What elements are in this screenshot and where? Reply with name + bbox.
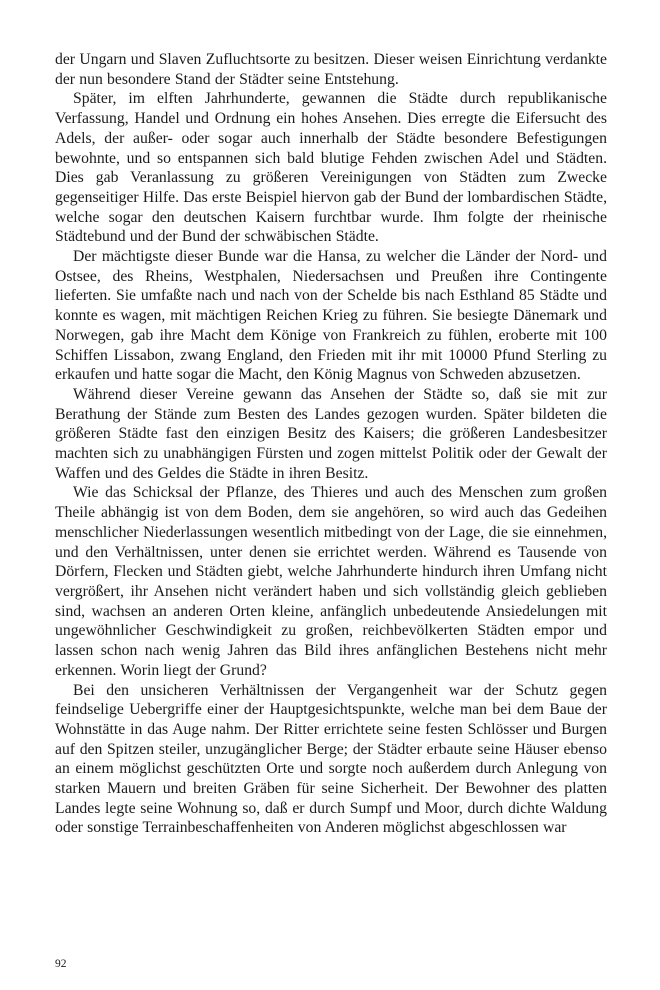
page-body-text xyxy=(55,50,607,838)
paragraph: der Ungarn und Slaven Zufluchtsorte zu besitzen. Dieser weisen Einrichtung verdankte der nun besondere Stand der Städter seine Entstehung. xyxy=(55,51,607,88)
paragraph: Bei den unsicheren Verhältnissen der Vergangenheit war der Schutz gegen feindselige Uebergriffe einer der Hauptgesichtspunkte, welche man bei dem Baue der Wohnstätte in das Auge nahm. Der Ritter errichtete seine festen Schlösser und Burgen auf den Spitzen steiler, unzugänglicher Berge; der Städter erbaute seine Häuser ebenso an einem möglichst geschützten Orte und sorgte noch außerdem durch Anlegung von starken Mauern und breiten Gräben für seine Sicherheit. Der Bewohner des platten Landes legte seine Wohnung so, daß er durch Sumpf und Moor, durch dichte Waldung oder sonstige Terrainbeschaffenheiten von Anderen möglichst abgeschlossen war xyxy=(55,681,607,837)
page-number: 92 xyxy=(55,958,67,970)
paragraph: Der mächtigste dieser Bunde war die Hansa, zu welcher die Länder der Nord- und Ostsee, des Rheins, Westphalen, Niedersachsen und Preußen ihre Contingente lieferten. Sie umfaßte nach und nach von der Schelde bis nach Esthland 85 Städte und konnte es wagen, mit mächtigen Reichen Krieg zu führen. Sie besiegte Dänemark und Norwegen, gab ihre Macht dem Könige von Frankreich zu fühlen, eroberte mit 100 Schiffen Lissabon, zwang England, den Frieden mit ihr mit 10000 Pfund Sterling zu erkaufen und hatte sogar die Macht, den König Magnus von Schweden abzusetzen. xyxy=(55,248,607,384)
paragraph: Während dieser Vereine gewann das Ansehen der Städte so, daß sie mit zur Berathung der Stände zum Besten des Landes gezogen wurden. Später bildeten die größeren Städte fast den einzigen Besitz des Kaisers; die größeren Landesbesitzer machten sich zu unabhängigen Fürsten und zogen mittelst Politik oder der Gewalt der Waffen und des Geldes die Städte in ihren Besitz. xyxy=(55,385,607,482)
paragraph: Wie das Schicksal der Pflanze, des Thieres und auch des Menschen zum großen Theile abhängig ist von dem Boden, dem sie angehören, so wird auch das Gedeihen menschlicher Niederlassungen wesentlich mitbedingt von der Lage, die sie einnehmen, und den Verhältnissen, unter denen sie errichtet werden. Während es Tausende von Dörfern, Flecken und Städten giebt, welche Jahrhunderte hindurch ihren Umfang nicht vergrößert, ihr Ansehen nicht verändert haben und sich vollständig gleich geblieben sind, wachsen an anderen Orten kleine, anfänglich unbedeutende Ansiedelungen mit ungewöhnlicher Geschwindigkeit zu großen, reichbevölkerten Städten empor und lassen schon nach wenig Jahren das Bild ihres anfänglichen Bestehens nicht mehr erkennen. Worin liegt der Grund? xyxy=(55,484,607,679)
paragraph: Später, im elften Jahrhunderte, gewannen die Städte durch republikanische Verfassung, Handel und Ordnung ein hohes Ansehen. Dies erregte die Eifersucht des Adels, der außer- oder sogar auch innerhalb der Städte besondere Befestigungen bewohnte, und so entspannen sich bald blutige Fehden zwischen Adel und Städten. Dies gab Veranlassung zu größeren Vereinigungen von Städten zum Zwecke gegenseitiger Hilfe. Das erste Beispiel hiervon gab der Bund der lombardischen Städte, welche sogar den deutschen Kaisern furchtbar wurde. Ihm folgte der rheinische Städtebund und der Bund der schwäbischen Städte. xyxy=(55,90,607,246)
